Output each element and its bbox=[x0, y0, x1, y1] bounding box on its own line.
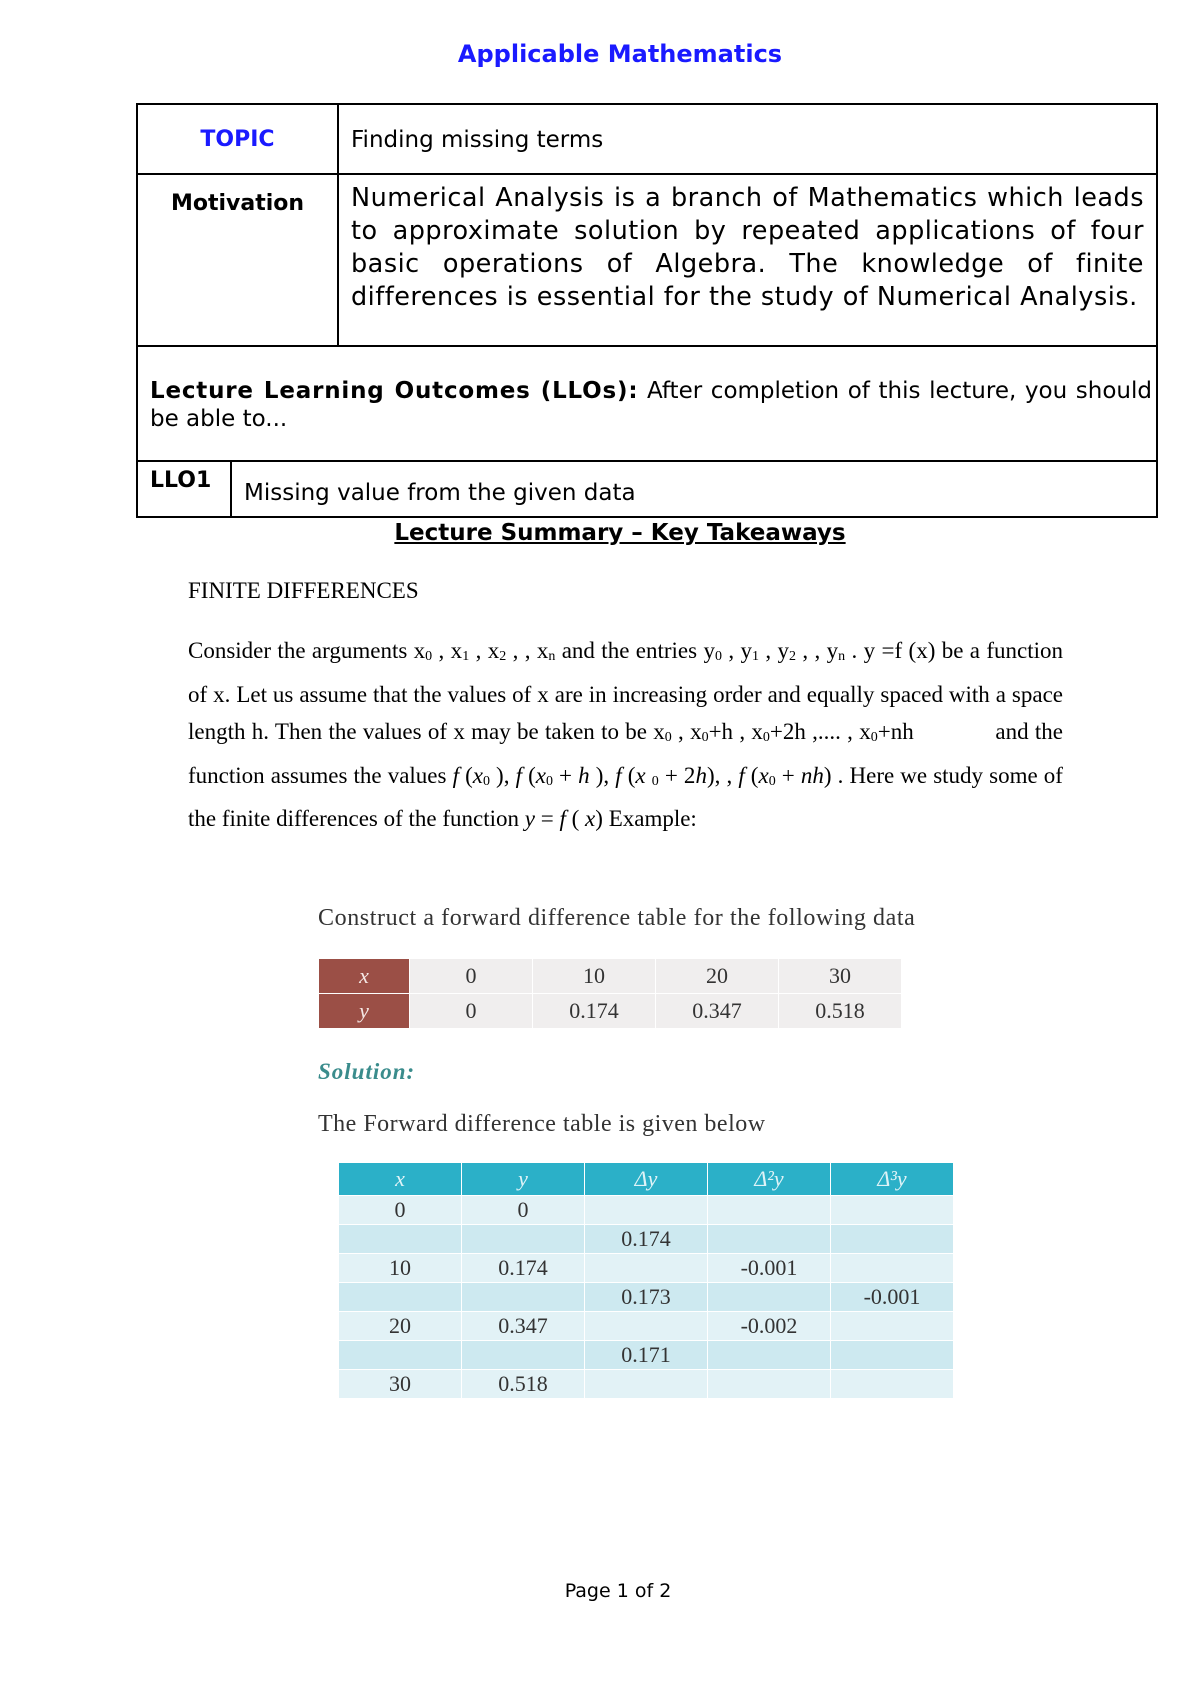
diff-cell: 0.174 bbox=[462, 1254, 585, 1283]
answer-text: The Forward difference table is given below bbox=[318, 1111, 766, 1137]
lecture-info-table bbox=[136, 103, 1158, 518]
diff-table-row bbox=[339, 1254, 954, 1283]
data-cell: 0.518 bbox=[779, 994, 902, 1029]
diff-table-row bbox=[339, 1312, 954, 1341]
llos-heading: Lecture Learning Outcomes (LLOs): bbox=[150, 378, 639, 404]
diff-cell: 0.173 bbox=[585, 1283, 708, 1312]
diff-table-body bbox=[339, 1196, 954, 1399]
diff-cell bbox=[708, 1370, 831, 1399]
topic-value: Finding missing terms bbox=[351, 127, 604, 153]
diff-table-row bbox=[339, 1196, 954, 1225]
diff-cell bbox=[708, 1196, 831, 1225]
diff-cell bbox=[462, 1283, 585, 1312]
diff-cell: 30 bbox=[339, 1370, 462, 1399]
example-label: Example: bbox=[608, 806, 697, 831]
diff-header: Δy bbox=[585, 1163, 708, 1196]
diff-cell: -0.001 bbox=[708, 1254, 831, 1283]
diff-cell: 0.347 bbox=[462, 1312, 585, 1341]
diff-cell bbox=[462, 1341, 585, 1370]
diff-cell: 0 bbox=[462, 1196, 585, 1225]
topic-row bbox=[138, 105, 1156, 175]
data-cell: 0.174 bbox=[533, 994, 656, 1029]
llos-cell bbox=[138, 347, 1156, 460]
data-table bbox=[318, 958, 902, 1029]
llo1-row bbox=[138, 462, 1156, 516]
diff-cell: 0.174 bbox=[585, 1225, 708, 1254]
data-cell: 10 bbox=[533, 959, 656, 994]
diff-cell bbox=[585, 1196, 708, 1225]
diff-cell bbox=[585, 1254, 708, 1283]
data-row-y bbox=[319, 994, 902, 1029]
llo1-label: LLO1 bbox=[138, 462, 232, 516]
diff-header: Δ³y bbox=[831, 1163, 954, 1196]
diff-header: x bbox=[339, 1163, 462, 1196]
diff-cell bbox=[339, 1225, 462, 1254]
topic-label: TOPIC bbox=[138, 105, 339, 173]
solution-label: Solution: bbox=[318, 1059, 416, 1084]
data-x-label: x bbox=[319, 959, 410, 994]
summary-title: Lecture Summary – Key Takeaways bbox=[394, 520, 846, 546]
diff-cell bbox=[831, 1254, 954, 1283]
motivation-row bbox=[138, 175, 1156, 347]
diff-cell: 20 bbox=[339, 1312, 462, 1341]
diff-cell bbox=[831, 1196, 954, 1225]
diff-table-row bbox=[339, 1225, 954, 1254]
diff-header-row bbox=[339, 1163, 954, 1196]
llo1-value: Missing value from the given data bbox=[244, 480, 636, 506]
diff-cell bbox=[585, 1312, 708, 1341]
diff-cell bbox=[831, 1370, 954, 1399]
diff-cell bbox=[708, 1225, 831, 1254]
diff-table-row bbox=[339, 1370, 954, 1399]
diff-cell bbox=[339, 1283, 462, 1312]
diff-header: Δ²y bbox=[708, 1163, 831, 1196]
diff-cell bbox=[831, 1225, 954, 1254]
diff-cell: -0.002 bbox=[708, 1312, 831, 1341]
diff-cell bbox=[462, 1225, 585, 1254]
diff-cell bbox=[339, 1341, 462, 1370]
data-cell: 0.347 bbox=[656, 994, 779, 1029]
finite-differences-paragraph: Consider the arguments x0 , x1 , x2 , , xn and the entries y0 , y1 , y2 , , yn . y =f (x) be a function of x. Let us assume that the values of x are in increasing order and equally spaced with a space length h. Then the values of x may be taken to be x0 , x0+h , x0+2h ,.... , x0+nh and the function assumes the values f (x0 ), f (x0 + h ), f (x 0 + 2h), , f (x0 + nh) . Here we study some of the finite differences of the function y = f ( x) Example: bbox=[188, 638, 1064, 831]
motivation-text: Numerical Analysis is a branch of Mathematics which leads to approximate solution by repeated applications of four basic operations of Algebra. The knowledge of finite differences is essential for the study of Numerical Analysis. bbox=[351, 183, 1144, 312]
data-y-label: y bbox=[319, 994, 410, 1029]
example-figure bbox=[318, 905, 1078, 1399]
diff-cell bbox=[585, 1370, 708, 1399]
diff-cell bbox=[708, 1341, 831, 1370]
data-cell: 0 bbox=[410, 994, 533, 1029]
data-row-x bbox=[319, 959, 902, 994]
diff-table-row bbox=[339, 1283, 954, 1312]
diff-header: y bbox=[462, 1163, 585, 1196]
llos-text: After completion of this lecture, you should be able to... bbox=[150, 378, 1152, 432]
llos-row bbox=[138, 347, 1156, 462]
diff-table-row bbox=[339, 1341, 954, 1370]
diff-cell bbox=[708, 1283, 831, 1312]
data-cell: 20 bbox=[656, 959, 779, 994]
section-heading: FINITE DIFFERENCES bbox=[188, 578, 419, 603]
data-cell: 30 bbox=[779, 959, 902, 994]
diff-cell: 0 bbox=[339, 1196, 462, 1225]
data-cell: 0 bbox=[410, 959, 533, 994]
page-number: Page 1 of 2 bbox=[564, 1580, 672, 1602]
diff-cell: 0.518 bbox=[462, 1370, 585, 1399]
diff-cell: 10 bbox=[339, 1254, 462, 1283]
diff-cell bbox=[831, 1341, 954, 1370]
diff-cell: 0.171 bbox=[585, 1341, 708, 1370]
diff-cell bbox=[831, 1312, 954, 1341]
diff-cell: -0.001 bbox=[831, 1283, 954, 1312]
motivation-label: Motivation bbox=[138, 175, 339, 345]
example-question: Construct a forward difference table for the following data bbox=[318, 905, 916, 931]
page-title: Applicable Mathematics bbox=[457, 40, 783, 68]
forward-difference-table bbox=[338, 1162, 954, 1399]
